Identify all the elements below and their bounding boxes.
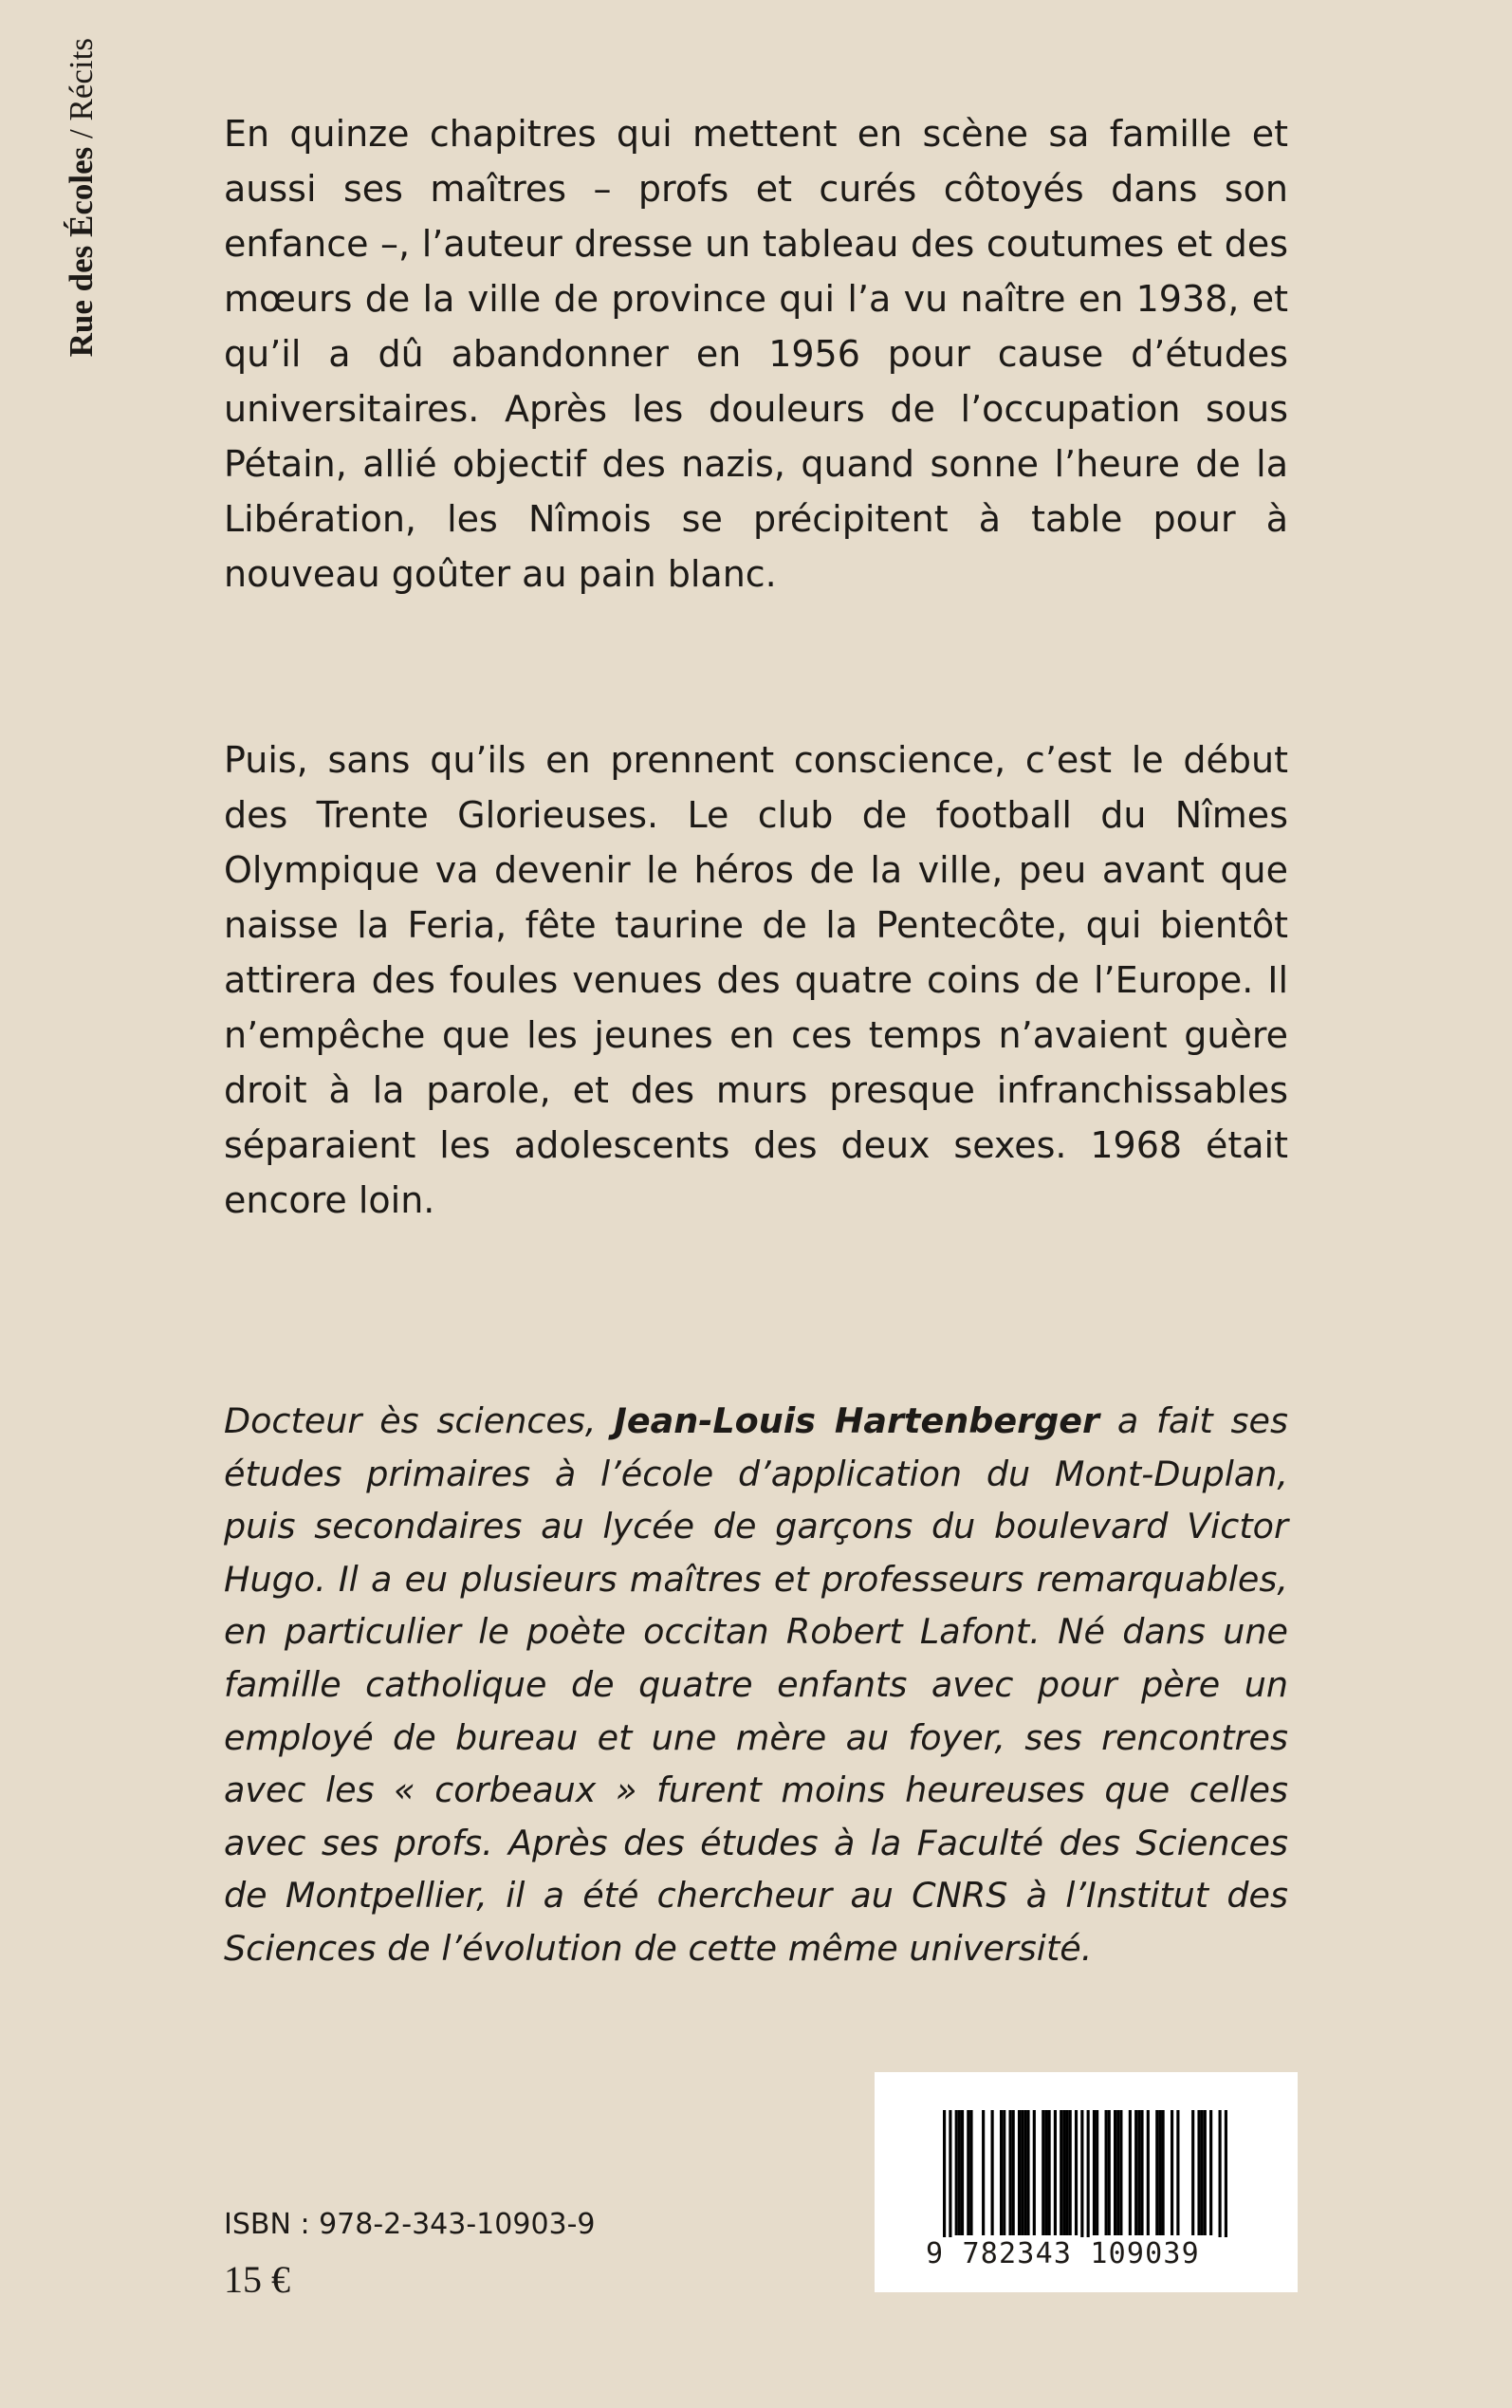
barcode-bar: [1026, 2110, 1029, 2235]
barcode-bar: [1147, 2110, 1150, 2235]
barcode-bar: [1171, 2110, 1173, 2235]
barcode-bar: [1087, 2110, 1090, 2252]
blurb-paragraph-1: En quinze chapitres qui mettent en scène sa famille et aussi ses maîtres – profs et curés côtoyés dans son enfance –, l’auteur dresse un tableau des coutumes et des mœurs de la ville de province qui l’a vu naître en 1938, et qu’il a dû abandonner en 1956 pour cause d’études universitaires. Après les douleurs de l’occupation sous Pétain, allié objectif des nazis, quand sonne l’heure de la Libération, les Nîmois se précipitent à table pour à nouveau goûter au pain blanc.: [224, 113, 1288, 595]
barcode-bar: [958, 2110, 961, 2235]
barcode-bar: [1069, 2110, 1072, 2235]
barcode-bar: [1008, 2110, 1011, 2235]
author-bio: [224, 1395, 1288, 1975]
barcode-bar: [1201, 2110, 1204, 2235]
barcode-bar: [1176, 2110, 1179, 2235]
barcode-bar: [1116, 2110, 1119, 2235]
barcode-bar: [1080, 2110, 1083, 2252]
barcode-bar: [1044, 2110, 1047, 2235]
barcode-bar: [967, 2110, 969, 2235]
spine-separator: /: [63, 120, 100, 147]
barcode-bar: [1108, 2110, 1111, 2235]
barcode-bar: [1158, 2110, 1161, 2235]
barcode-bar: [1021, 2110, 1023, 2235]
barcode-bar: [961, 2110, 964, 2235]
barcode-bar: [1162, 2110, 1165, 2235]
author-name: Jean-Louis Hartenberger: [614, 1400, 1100, 1441]
barcode-bar: [949, 2110, 951, 2252]
barcode-bar: [1096, 2110, 1098, 2235]
barcode-bar: [1060, 2110, 1062, 2235]
barcode-bar: [1000, 2110, 1003, 2235]
author-bio-text: a fait ses études primaires à l’école d’application du Mont-Duplan, puis secondaires au lycée de garçons du boulevard Victor Hugo. Il a eu plusieurs maîtres et professeurs remarquables, en particulier le poète occitan Robert Lafont. Né dans une famille catholique de quatre enfants avec pour père un employé de bureau et une mère au foyer, ses rencontres avec les « corbeaux » furent moins heureuses que celles avec ses profs. Après des études à la Faculté des Sciences de Montpellier, il a été chercheur au CNRS à l’Institut des Sciences de l’évolution de cette même université.: [224, 1400, 1288, 1969]
barcode-bar: [1033, 2110, 1036, 2235]
barcode-bar: [1191, 2110, 1194, 2235]
barcode: [943, 2110, 1227, 2252]
barcode-bar: [1012, 2110, 1015, 2235]
barcode-bar: [955, 2110, 958, 2235]
barcode-bar: [1042, 2110, 1044, 2235]
barcode-bar: [1065, 2110, 1068, 2235]
barcode-bar: [1197, 2110, 1200, 2235]
barcode-bar: [1155, 2110, 1158, 2235]
isbn-label: ISBN : 978-2-343-10903-9: [224, 2208, 596, 2241]
barcode-bar: [1048, 2110, 1051, 2235]
barcode-bar: [1054, 2110, 1057, 2235]
barcode-bar: [1119, 2110, 1122, 2235]
barcode-panel: [875, 2072, 1298, 2292]
spine-label: [43, 38, 120, 626]
collection-name: Récits: [63, 38, 100, 121]
barcode-bar: [1018, 2110, 1021, 2235]
barcode-bar: [1023, 2110, 1026, 2235]
barcode-bar: [1134, 2110, 1137, 2235]
blurb-paragraph-2: Puis, sans qu’ils en prennent conscience, c’est le début des Trente Glorieuses. Le club de football du Nîmes Olympique va devenir le héros de la ville, peu avant que naisse la Feria, fête taurine de la Pentecôte, qui bientôt attirera des foules venues des quatre coins de l’Europe. Il n’empêche que les jeunes en ces temps n’avaient guère droit à la parole, et des murs presque infranchissables séparaient les adolescents des deux sexes. 1968 était encore loin.: [224, 739, 1288, 1221]
barcode-bar: [1129, 2110, 1132, 2235]
barcode-bar: [1219, 2110, 1222, 2252]
barcode-bar: [1062, 2110, 1065, 2235]
barcode-bar: [1204, 2110, 1207, 2235]
barcode-bar: [1140, 2110, 1143, 2235]
barcode-bar: [1075, 2110, 1078, 2235]
barcode-bar: [943, 2110, 946, 2252]
barcode-bar: [1003, 2110, 1005, 2235]
barcode-bar: [1093, 2110, 1096, 2235]
barcode-bar: [969, 2110, 972, 2235]
barcode-digits: 9 782343 109039: [922, 2237, 1239, 2271]
barcode-bar: [1137, 2110, 1140, 2235]
barcode-bar: [982, 2110, 985, 2235]
spine-text: [43, 38, 120, 626]
author-bio-intro: Docteur ès sciences,: [224, 1400, 615, 1441]
barcode-bar: [1114, 2110, 1116, 2235]
price-label: 15 €: [224, 2258, 290, 2301]
barcode-bar: [1225, 2110, 1227, 2252]
series-name: Rue des Écoles: [63, 146, 100, 358]
barcode-bar: [991, 2110, 994, 2235]
barcode-bar: [1209, 2110, 1212, 2235]
barcode-bar: [1105, 2110, 1108, 2235]
